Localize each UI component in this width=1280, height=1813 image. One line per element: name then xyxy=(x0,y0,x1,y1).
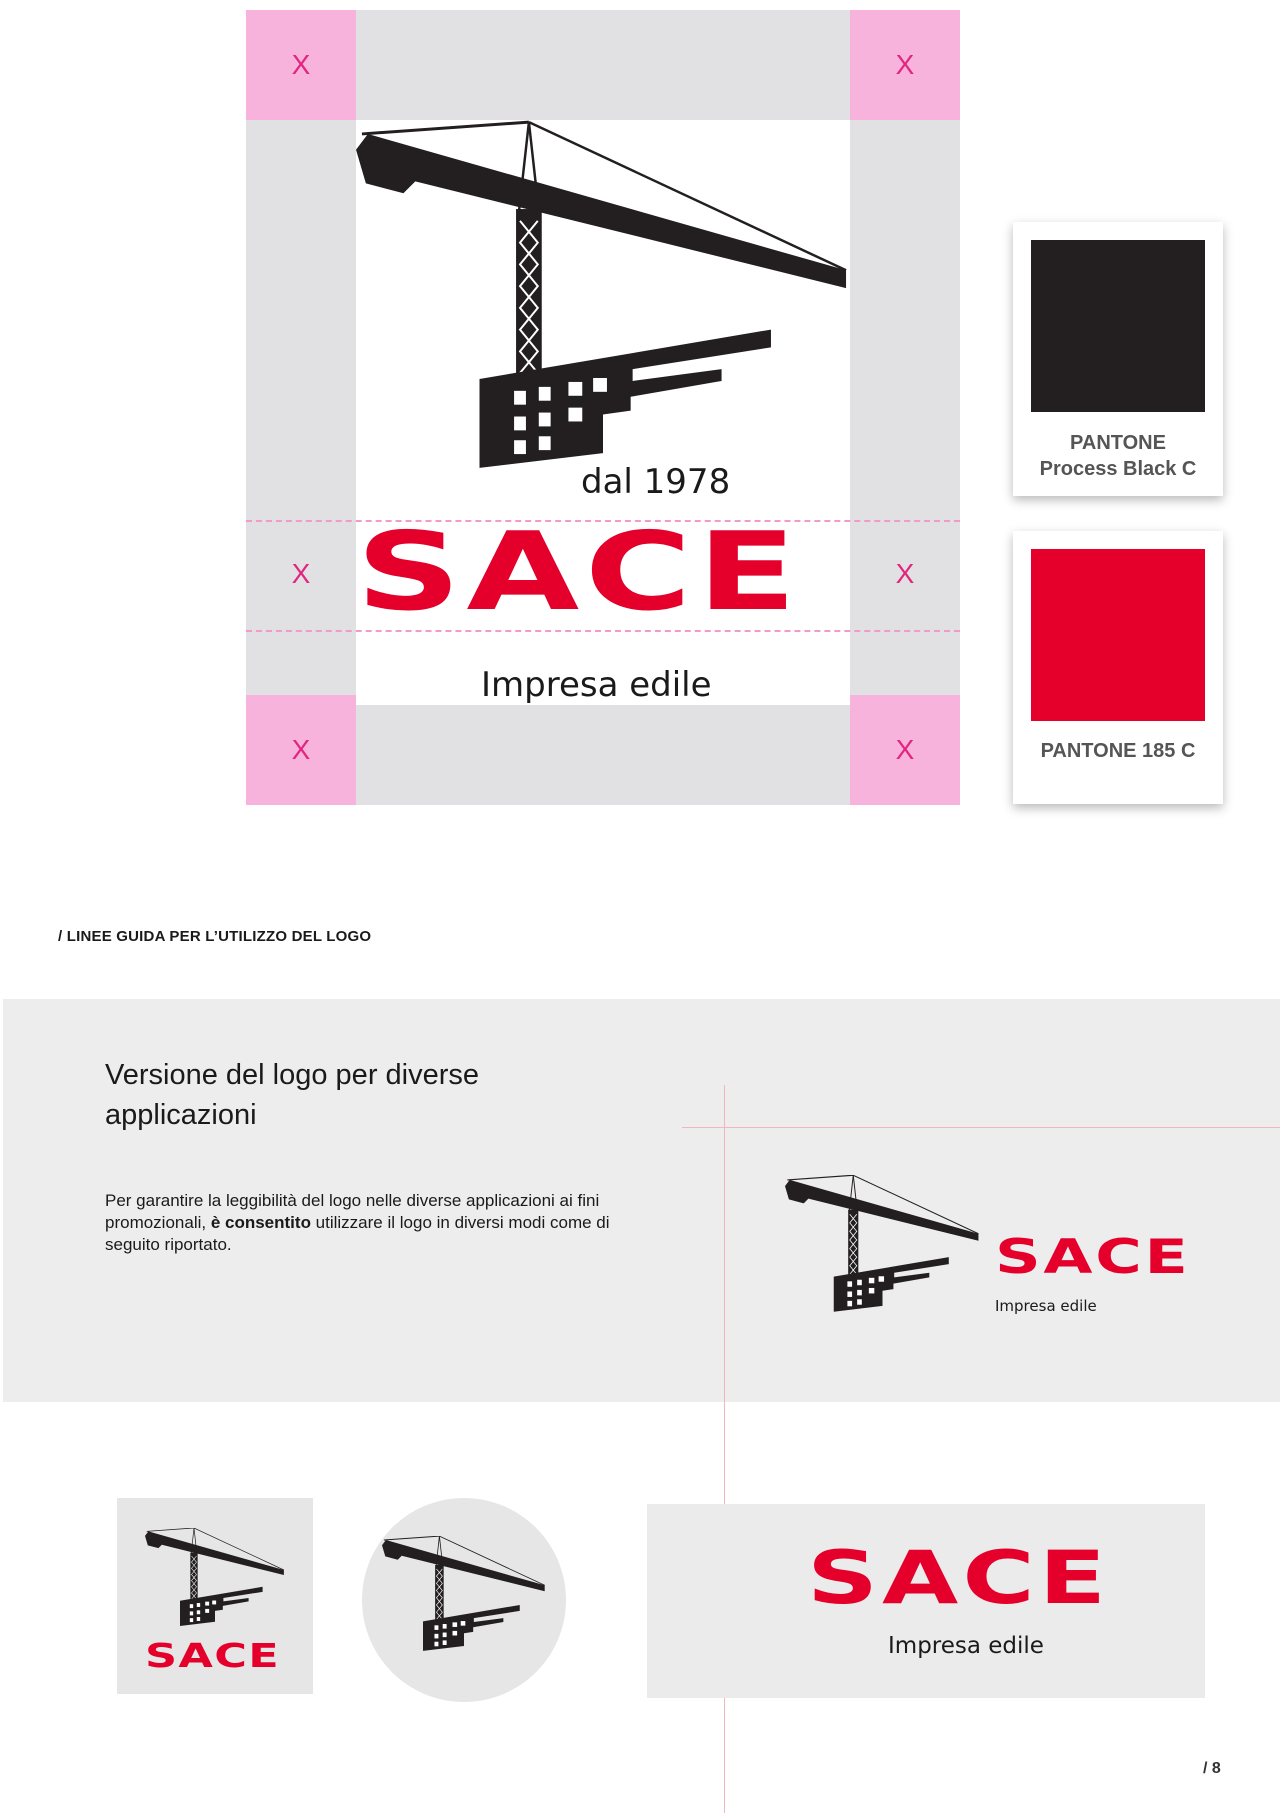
clearspace-marker: X xyxy=(291,734,311,765)
section-label: / LINEE GUIDA PER L’UTILIZZO DEL LOGO xyxy=(58,928,372,945)
body-text-end: utilizzare il logo in diversi modi come di seguito riportato. xyxy=(105,1213,610,1254)
wordmark xyxy=(995,1233,1195,1283)
swatch-black xyxy=(1013,222,1223,496)
swatch-name: PANTONE xyxy=(1070,432,1166,454)
page-number: / 8 xyxy=(1203,1760,1221,1777)
guide-line-vertical xyxy=(724,1085,725,1813)
swatch-detail: Process Black C xyxy=(1039,458,1197,480)
swatch-red xyxy=(1013,531,1223,804)
swatch-name: PANTONE 185 C xyxy=(1040,740,1196,762)
wordmark-text: SACE xyxy=(807,1540,1111,1618)
section-body xyxy=(105,1190,645,1256)
since-label: dal 1978 xyxy=(581,462,731,502)
crane-mark xyxy=(382,1536,546,1651)
wordmark-text: SACE xyxy=(995,1233,1191,1283)
logo-safe-area xyxy=(356,120,850,705)
clearspace-diagram xyxy=(246,10,960,805)
wordmark-text: SACE xyxy=(356,515,803,630)
wordmark-text: SACE xyxy=(145,1636,281,1675)
section-title: Versione del logo per diverse applicazioni xyxy=(105,1059,480,1131)
clearspace-corner-bottom-left xyxy=(246,695,356,805)
clearspace-marker: X xyxy=(895,734,915,765)
tagline: Impresa edile xyxy=(481,665,712,705)
logo-wordmark-only xyxy=(647,1504,1205,1698)
clearspace-marker: X xyxy=(895,558,915,589)
clearspace-marker: X xyxy=(291,558,311,589)
clearspace-corner-top-left xyxy=(246,10,356,120)
logo-horizontal xyxy=(785,1175,1210,1315)
guide-dashed-top xyxy=(246,520,960,522)
body-text-start: Per garantire la leggibilità del logo nelle diverse applicazioni ai fini promozionali, xyxy=(105,1191,600,1232)
swatch-color-red xyxy=(1031,549,1205,721)
clearspace-marker: X xyxy=(895,49,915,80)
crane-mark xyxy=(145,1528,285,1626)
swatch-color-black xyxy=(1031,240,1205,412)
tagline: Impresa edile xyxy=(995,1297,1097,1315)
guide-dashed-bottom xyxy=(246,630,960,632)
body-text-emphasis: è consentito xyxy=(210,1213,311,1232)
app-icon-square xyxy=(117,1498,313,1694)
app-icon-circle xyxy=(362,1498,566,1702)
clearspace-marker: X xyxy=(291,49,311,80)
crane-mark xyxy=(356,120,850,470)
wordmark xyxy=(807,1540,1127,1618)
guide-line-horizontal xyxy=(682,1127,1280,1128)
wordmark xyxy=(145,1636,285,1676)
tagline: Impresa edile xyxy=(888,1633,1044,1659)
wordmark xyxy=(356,515,850,630)
clearspace-corner-top-right xyxy=(850,10,960,120)
clearspace-corner-bottom-right xyxy=(850,695,960,805)
crane-mark xyxy=(785,1175,980,1312)
